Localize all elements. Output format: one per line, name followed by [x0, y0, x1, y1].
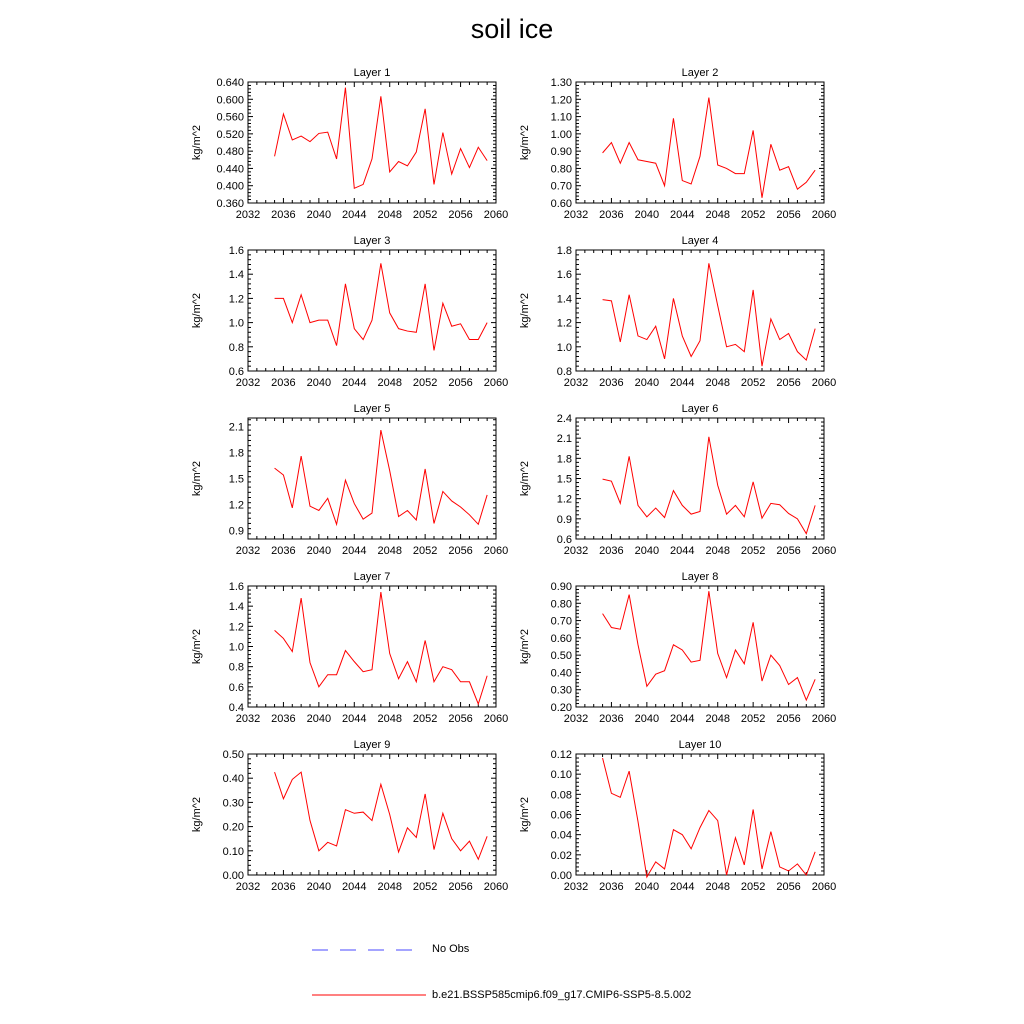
layer-1-title: Layer 1: [353, 67, 391, 79]
layer-4-xtick-label: 2032: [563, 377, 589, 389]
layer-8-ytick-label: 0.20: [550, 702, 572, 714]
layer-2-xtick-label: 2052: [740, 209, 766, 221]
layer-2-xtick-label: 2048: [705, 209, 730, 221]
layer-10-ytick-label: 0.00: [550, 870, 572, 882]
layer-1-ytick-label: 0.520: [216, 128, 244, 141]
layer-8-xtick-label: 2052: [740, 713, 766, 725]
layer-7-ylabel: kg/m^2: [191, 628, 203, 665]
layer-6-ylabel: kg/m^2: [519, 460, 531, 497]
layer-7-ytick-label: 0.6: [228, 681, 244, 694]
layer-4-ytick-label: 1.6: [556, 269, 572, 282]
layer-7-frame: [248, 586, 496, 707]
layer-7-xtick-label: 2056: [448, 713, 473, 725]
layer-4-xtick-label: 2036: [599, 377, 624, 389]
layer-6-xtick-label: 2060: [811, 545, 837, 557]
layer-7-ytick-label: 1.2: [228, 621, 244, 634]
layer-8-series-line: [603, 591, 816, 700]
layer-2-ytick-label: 1.30: [550, 77, 572, 89]
layer-2-ytick-label: 1.10: [550, 111, 572, 124]
layer-5-xtick-label: 2052: [412, 545, 438, 557]
layer-3-ylabel: kg/m^2: [191, 292, 203, 329]
layer-4-ytick-label: 1.2: [556, 317, 572, 330]
legend-obs-label: No Obs: [432, 943, 470, 955]
layer-3-xtick-label: 2032: [235, 377, 261, 389]
layer-2-ylabel: kg/m^2: [519, 124, 531, 161]
layer-10-ytick-label: 0.08: [550, 789, 572, 802]
layer-4-xtick-label: 2048: [705, 377, 730, 389]
layer-4-ylabel: kg/m^2: [519, 292, 531, 329]
layer-10-ylabel: kg/m^2: [519, 796, 531, 833]
layer-5-frame: [248, 418, 496, 539]
layer-6-xtick-label: 2040: [634, 545, 660, 557]
layer-3-ytick-label: 1.0: [228, 317, 244, 330]
layer-10-xtick-label: 2052: [740, 881, 766, 893]
layer-3-xtick-label: 2044: [342, 377, 367, 389]
layer-8-title: Layer 8: [681, 571, 719, 583]
layer-6-xtick-label: 2036: [599, 545, 624, 557]
layer-7-xtick-label: 2044: [342, 713, 367, 725]
layer-5-ytick-label: 2.1: [228, 421, 244, 434]
layer-2-xtick-label: 2044: [670, 209, 695, 221]
layer-4-ytick-label: 0.8: [556, 366, 572, 378]
layer-5-xtick-label: 2036: [271, 545, 296, 557]
layer-8-ytick-label: 0.80: [550, 598, 572, 611]
layer-10-xtick-label: 2036: [599, 881, 624, 893]
layer-1-ytick-label: 0.360: [216, 198, 244, 210]
layer-5-panel: [191, 403, 508, 557]
layer-3-ytick-label: 1.2: [228, 293, 244, 306]
layer-1-ytick-label: 0.600: [216, 94, 244, 107]
layer-1-xtick-label: 2032: [235, 209, 261, 221]
layer-7-xtick-label: 2032: [235, 713, 261, 725]
layer-9-ytick-label: 0.40: [222, 773, 244, 786]
layer-1-xtick-label: 2036: [271, 209, 296, 221]
layer-7-ytick-label: 1.6: [228, 581, 244, 593]
layer-5-ytick-label: 0.9: [228, 525, 244, 538]
layer-2-title: Layer 2: [681, 67, 719, 79]
layer-1-ytick-label: 0.480: [216, 146, 244, 159]
layer-1-xtick-label: 2044: [342, 209, 367, 221]
layer-2-series-line: [603, 98, 816, 198]
layer-3-xtick-label: 2060: [483, 377, 509, 389]
layer-2-panel: [519, 67, 836, 221]
legend-model-label: b.e21.BSSP585cmip6.f09_g17.CMIP6-SSP5-8.5.002: [432, 989, 692, 1001]
layer-3-ytick-label: 0.6: [228, 366, 244, 378]
layer-2-ytick-label: 1.20: [550, 94, 572, 107]
layer-8-xtick-label: 2040: [634, 713, 660, 725]
layer-2-xtick-label: 2032: [563, 209, 589, 221]
layer-5-xtick-label: 2032: [235, 545, 261, 557]
layer-10-xtick-label: 2048: [705, 881, 730, 893]
layer-10-xtick-label: 2060: [811, 881, 837, 893]
layer-5-xtick-label: 2056: [448, 545, 473, 557]
layer-5-ytick-label: 1.5: [228, 473, 244, 486]
layer-9-panel: [191, 739, 508, 893]
layer-6-ytick-label: 1.8: [556, 453, 572, 466]
layer-5-title: Layer 5: [353, 403, 391, 415]
layer-3-title: Layer 3: [353, 235, 391, 247]
layer-3-ytick-label: 0.8: [228, 341, 244, 354]
layer-8-ytick-label: 0.50: [550, 650, 572, 663]
layer-10-xtick-label: 2032: [563, 881, 589, 893]
layer-3-series-line: [275, 263, 488, 350]
layer-4-panel: [519, 235, 836, 389]
layer-5-xtick-label: 2048: [377, 545, 402, 557]
layer-7-panel: [191, 571, 508, 725]
layer-1-ytick-label: 0.400: [216, 180, 244, 193]
layer-8-xtick-label: 2056: [776, 713, 801, 725]
layer-7-xtick-label: 2048: [377, 713, 402, 725]
layer-10-ytick-label: 0.12: [550, 749, 572, 761]
layer-4-series-line: [603, 263, 816, 366]
layer-4-title: Layer 4: [681, 235, 719, 247]
layer-2-xtick-label: 2060: [811, 209, 837, 221]
layer-6-ytick-label: 2.1: [556, 433, 572, 446]
layer-1-xtick-label: 2048: [377, 209, 402, 221]
layer-4-xtick-label: 2052: [740, 377, 766, 389]
layer-7-series-line: [275, 592, 488, 704]
layer-3-panel: [191, 235, 508, 389]
layer-7-title: Layer 7: [353, 571, 391, 583]
layer-1-ylabel: kg/m^2: [191, 124, 203, 161]
layer-6-xtick-label: 2044: [670, 545, 695, 557]
layer-2-ytick-label: 0.60: [550, 198, 572, 210]
layer-3-ytick-label: 1.4: [228, 269, 244, 282]
layer-2-ytick-label: 0.90: [550, 146, 572, 159]
layer-4-ytick-label: 1.8: [556, 245, 572, 257]
layer-1-xtick-label: 2040: [306, 209, 332, 221]
layer-6-ytick-label: 0.6: [556, 534, 572, 546]
layer-4-xtick-label: 2044: [670, 377, 695, 389]
layer-10-series-line: [603, 758, 816, 877]
layer-6-xtick-label: 2052: [740, 545, 766, 557]
layer-3-xtick-label: 2040: [306, 377, 332, 389]
layer-9-xtick-label: 2048: [377, 881, 402, 893]
layer-7-xtick-label: 2052: [412, 713, 438, 725]
layer-7-ytick-label: 1.0: [228, 641, 244, 654]
layer-3-xtick-label: 2048: [377, 377, 402, 389]
layer-2-xtick-label: 2040: [634, 209, 660, 221]
layer-7-xtick-label: 2060: [483, 713, 509, 725]
layer-10-ytick-label: 0.06: [550, 809, 572, 822]
layer-2-xtick-label: 2036: [599, 209, 624, 221]
layer-9-title: Layer 9: [353, 739, 391, 751]
layer-5-ytick-label: 1.8: [228, 447, 244, 460]
layer-10-title: Layer 10: [678, 739, 722, 751]
layer-10-xtick-label: 2044: [670, 881, 695, 893]
layer-4-xtick-label: 2060: [811, 377, 837, 389]
layer-7-xtick-label: 2036: [271, 713, 296, 725]
figure-title: soil ice: [470, 14, 554, 44]
layer-1-ytick-label: 0.560: [216, 111, 244, 124]
layer-1-ytick-label: 0.440: [216, 163, 244, 176]
layer-9-xtick-label: 2060: [483, 881, 509, 893]
layer-9-xtick-label: 2056: [448, 881, 473, 893]
layer-9-ylabel: kg/m^2: [191, 796, 203, 833]
layer-8-xtick-label: 2060: [811, 713, 837, 725]
layer-6-panel: [519, 403, 836, 557]
layer-10-panel: [519, 739, 836, 893]
layer-5-ylabel: kg/m^2: [191, 460, 203, 497]
layer-5-xtick-label: 2040: [306, 545, 332, 557]
layer-8-panel: [519, 571, 836, 725]
layer-6-xtick-label: 2032: [563, 545, 589, 557]
layer-10-ytick-label: 0.10: [550, 769, 572, 782]
layer-9-ytick-label: 0.10: [222, 845, 244, 858]
layer-8-xtick-label: 2048: [705, 713, 730, 725]
layer-8-xtick-label: 2032: [563, 713, 589, 725]
layer-8-ylabel: kg/m^2: [519, 628, 531, 665]
layer-4-xtick-label: 2056: [776, 377, 801, 389]
layer-5-xtick-label: 2044: [342, 545, 367, 557]
layer-9-xtick-label: 2052: [412, 881, 438, 893]
layer-8-ytick-label: 0.30: [550, 684, 572, 697]
layer-7-ytick-label: 0.8: [228, 661, 244, 674]
layer-6-xtick-label: 2056: [776, 545, 801, 557]
layer-6-ytick-label: 1.2: [556, 493, 572, 506]
layer-3-ytick-label: 1.6: [228, 245, 244, 257]
layer-1-xtick-label: 2056: [448, 209, 473, 221]
layer-8-ytick-label: 0.70: [550, 615, 572, 628]
layer-5-ytick-label: 1.2: [228, 499, 244, 512]
layer-1-series-line: [275, 88, 488, 189]
layer-2-xtick-label: 2056: [776, 209, 801, 221]
layer-6-xtick-label: 2048: [705, 545, 730, 557]
layer-6-frame: [576, 418, 824, 539]
layer-3-xtick-label: 2056: [448, 377, 473, 389]
layer-1-frame: [248, 82, 496, 203]
layer-6-title: Layer 6: [681, 403, 719, 415]
layer-4-xtick-label: 2040: [634, 377, 660, 389]
layer-7-ytick-label: 0.4: [228, 702, 244, 714]
layer-10-ytick-label: 0.04: [550, 829, 572, 842]
layer-1-panel: [191, 67, 508, 221]
layer-8-xtick-label: 2036: [599, 713, 624, 725]
layer-6-ytick-label: 2.4: [556, 413, 572, 425]
layer-2-ytick-label: 0.80: [550, 163, 572, 176]
layer-6-ytick-label: 1.5: [556, 473, 572, 486]
layer-9-ytick-label: 0.30: [222, 797, 244, 810]
layer-9-series-line: [275, 772, 488, 859]
layer-7-ytick-label: 1.4: [228, 601, 244, 614]
layer-3-xtick-label: 2052: [412, 377, 438, 389]
layer-9-ytick-label: 0.50: [222, 749, 244, 761]
layer-8-ytick-label: 0.90: [550, 581, 572, 593]
layer-9-xtick-label: 2044: [342, 881, 367, 893]
layer-9-frame: [248, 754, 496, 875]
layer-3-xtick-label: 2036: [271, 377, 296, 389]
layer-9-ytick-label: 0.20: [222, 821, 244, 834]
layer-9-xtick-label: 2040: [306, 881, 332, 893]
layer-8-xtick-label: 2044: [670, 713, 695, 725]
layer-8-frame: [576, 586, 824, 707]
layer-8-ytick-label: 0.60: [550, 632, 572, 645]
layer-7-xtick-label: 2040: [306, 713, 332, 725]
layer-10-frame: [576, 754, 824, 875]
layer-5-xtick-label: 2060: [483, 545, 509, 557]
layer-6-ytick-label: 0.9: [556, 513, 572, 526]
layer-9-ytick-label: 0.00: [222, 870, 244, 882]
layer-10-ytick-label: 0.02: [550, 849, 572, 862]
layer-6-series-line: [603, 437, 816, 534]
layer-5-series-line: [275, 430, 488, 524]
layer-1-xtick-label: 2052: [412, 209, 438, 221]
layer-2-ytick-label: 1.00: [550, 128, 572, 141]
layer-4-ytick-label: 1.0: [556, 341, 572, 354]
layer-1-ytick-label: 0.640: [216, 77, 244, 89]
layer-2-frame: [576, 82, 824, 203]
layer-10-xtick-label: 2056: [776, 881, 801, 893]
layer-4-ytick-label: 1.4: [556, 293, 572, 306]
layer-9-xtick-label: 2032: [235, 881, 261, 893]
layer-2-ytick-label: 0.70: [550, 180, 572, 193]
layer-1-xtick-label: 2060: [483, 209, 509, 221]
layer-10-xtick-label: 2040: [634, 881, 660, 893]
layer-8-ytick-label: 0.40: [550, 667, 572, 680]
layer-9-xtick-label: 2036: [271, 881, 296, 893]
layer-3-frame: [248, 250, 496, 371]
